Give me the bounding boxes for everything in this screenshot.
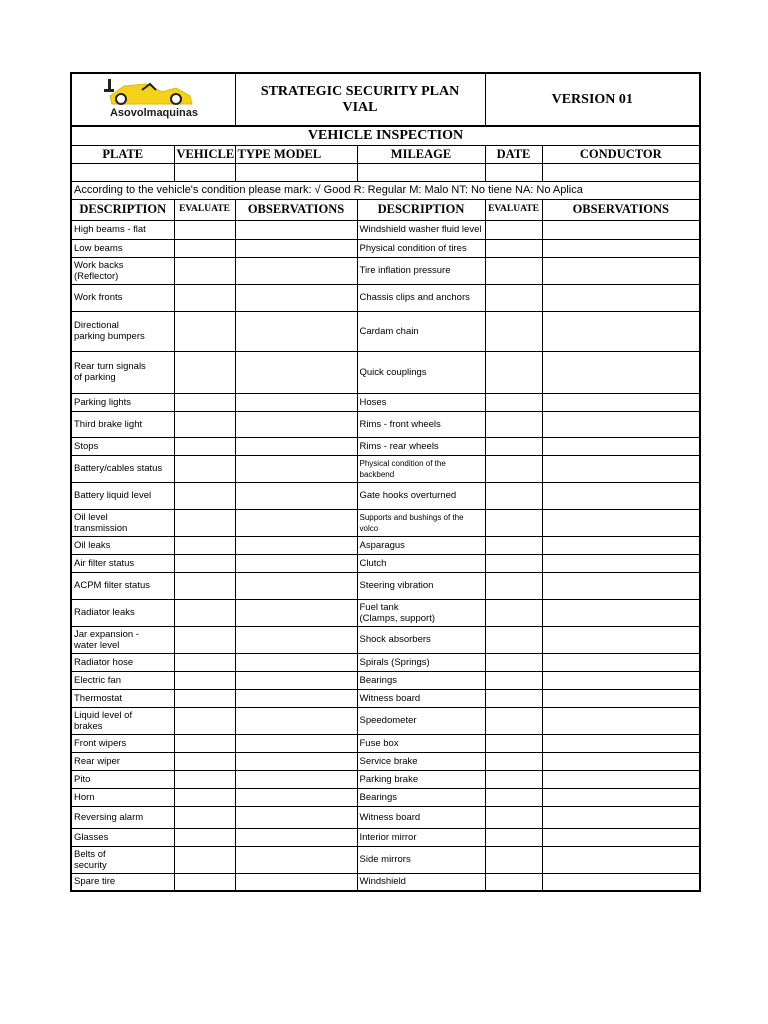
inspection-row [71,599,700,626]
evaluate-cell-left[interactable] [174,284,235,311]
evaluate-cell-left[interactable] [174,482,235,509]
inspection-row [71,509,700,536]
evaluate-cell-right[interactable] [485,509,542,536]
evaluate-header-left: EVALUATE [174,199,235,220]
observations-cell-left[interactable] [235,752,357,770]
item-description-left: Radiator leaks [71,599,174,626]
item-description-left: Oil leaks [71,536,174,554]
observations-cell-right[interactable] [542,846,700,873]
observations-cell-left[interactable] [235,707,357,734]
conductor-label: CONDUCTOR [542,145,700,163]
evaluate-cell-right[interactable] [485,536,542,554]
item-description-left: Spare tire [71,873,174,891]
evaluate-cell-right[interactable] [485,873,542,891]
observations-cell-left[interactable] [235,284,357,311]
observations-cell-left[interactable] [235,437,357,455]
evaluate-cell-right[interactable] [485,828,542,846]
evaluate-cell-left[interactable] [174,554,235,572]
observations-cell-left[interactable] [235,554,357,572]
type-model-label: TYPE MODEL [235,145,357,163]
evaluate-cell-left[interactable] [174,671,235,689]
evaluate-cell-right[interactable] [485,482,542,509]
item-description-left: Oil level transmission [71,509,174,536]
evaluate-cell-left[interactable] [174,411,235,437]
item-description-right: Side mirrors [357,846,485,873]
evaluate-cell-left[interactable] [174,788,235,806]
observations-cell-right[interactable] [542,788,700,806]
item-description-right: Interior mirror [357,828,485,846]
observations-cell-right[interactable] [542,411,700,437]
observations-cell-left[interactable] [235,257,357,284]
inspection-row [71,351,700,393]
evaluate-cell-right[interactable] [485,752,542,770]
item-description-right: Cardam chain [357,311,485,351]
item-description-left: Air filter status [71,554,174,572]
observations-cell-left[interactable] [235,828,357,846]
marking-legend: According to the vehicle's condition please mark: √ Good R: Regular M: Malo NT: No tiene NA: No Aplica [71,181,700,199]
evaluate-cell-right[interactable] [485,653,542,671]
item-description-left: Pito [71,770,174,788]
observations-cell-left[interactable] [235,239,357,257]
observations-cell-right[interactable] [542,284,700,311]
evaluate-cell-left[interactable] [174,509,235,536]
evaluate-cell-right[interactable] [485,437,542,455]
inspection-row [71,689,700,707]
logo-cell [71,73,235,126]
inspection-row [71,734,700,752]
item-description-left: Jar expansion - water level [71,626,174,653]
evaluate-cell-left[interactable] [174,752,235,770]
evaluate-cell-right[interactable] [485,689,542,707]
item-description-left: Thermostat [71,689,174,707]
inspection-row [71,572,700,599]
item-description-right: Windshield washer fluid level [357,220,485,239]
evaluate-cell-right[interactable] [485,311,542,351]
observations-cell-right[interactable] [542,707,700,734]
observations-cell-left[interactable] [235,455,357,482]
evaluate-cell-left[interactable] [174,653,235,671]
observations-cell-left[interactable] [235,509,357,536]
inspection-row [71,707,700,734]
observations-cell-right[interactable] [542,393,700,411]
item-description-right: Rims - rear wheels [357,437,485,455]
observations-cell-right[interactable] [542,437,700,455]
observations-cell-right[interactable] [542,482,700,509]
inspection-row [71,770,700,788]
item-description-left: Low beams [71,239,174,257]
observations-cell-left[interactable] [235,311,357,351]
evaluate-cell-right[interactable] [485,671,542,689]
item-description-right: Windshield [357,873,485,891]
evaluate-cell-left[interactable] [174,734,235,752]
evaluate-cell-right[interactable] [485,411,542,437]
item-description-right: Witness board [357,806,485,828]
mileage-field[interactable] [357,163,485,181]
version-label: VERSION 01 [485,73,700,126]
observations-cell-right[interactable] [542,770,700,788]
observations-cell-right[interactable] [542,806,700,828]
item-description-left: Battery liquid level [71,482,174,509]
observations-cell-left[interactable] [235,788,357,806]
evaluate-cell-right[interactable] [485,806,542,828]
observations-cell-left[interactable] [235,806,357,828]
date-label: DATE [485,145,542,163]
evaluate-cell-left[interactable] [174,455,235,482]
evaluate-cell-left[interactable] [174,257,235,284]
observations-cell-right[interactable] [542,752,700,770]
evaluate-cell-right[interactable] [485,554,542,572]
title-line-1: STRATEGIC SECURITY PLAN [260,83,460,99]
observations-cell-left[interactable] [235,220,357,239]
observations-cell-left[interactable] [235,536,357,554]
item-description-right: Speedometer [357,707,485,734]
inspection-table [70,72,701,892]
observations-cell-right[interactable] [542,828,700,846]
evaluate-cell-left[interactable] [174,873,235,891]
description-header-left: DESCRIPTION [71,199,174,220]
evaluate-cell-right[interactable] [485,734,542,752]
item-description-left: Belts of security [71,846,174,873]
evaluate-cell-left[interactable] [174,846,235,873]
vehicle-field[interactable] [174,163,235,181]
item-description-right: Shock absorbers [357,626,485,653]
item-description-right: Parking brake [357,770,485,788]
title-line-2: VIAL [342,99,378,115]
observations-cell-right[interactable] [542,653,700,671]
item-description-right: Supports and bushings of the volco [357,509,485,536]
inspection-row [71,437,700,455]
evaluate-cell-left[interactable] [174,828,235,846]
inspection-row [71,455,700,482]
inspection-sheet [70,72,699,892]
item-description-left: Battery/cables status [71,455,174,482]
observations-cell-left[interactable] [235,873,357,891]
item-description-right: Tire inflation pressure [357,257,485,284]
item-description-right: Service brake [357,752,485,770]
observations-cell-right[interactable] [542,509,700,536]
observations-cell-left[interactable] [235,671,357,689]
inspection-row [71,828,700,846]
evaluate-cell-left[interactable] [174,536,235,554]
observations-header-left: OBSERVATIONS [235,199,357,220]
conductor-field[interactable] [542,163,700,181]
inspection-row [71,671,700,689]
item-description-left: Liquid level of brakes [71,707,174,734]
observations-cell-left[interactable] [235,351,357,393]
item-description-right: Gate hooks overturned [357,482,485,509]
observations-cell-left[interactable] [235,411,357,437]
inspection-row [71,411,700,437]
inspection-row [71,626,700,653]
observations-cell-left[interactable] [235,846,357,873]
observations-cell-right[interactable] [542,689,700,707]
evaluate-cell-left[interactable] [174,311,235,351]
evaluate-cell-left[interactable] [174,770,235,788]
evaluate-cell-left[interactable] [174,220,235,239]
section-title: VEHICLE INSPECTION [71,126,700,145]
evaluate-cell-right[interactable] [485,626,542,653]
observations-cell-left[interactable] [235,599,357,626]
item-description-left: Work fronts [71,284,174,311]
item-description-left: Electric fan [71,671,174,689]
observations-cell-right[interactable] [542,599,700,626]
item-description-right: Quick couplings [357,351,485,393]
item-description-right: Spirals (Springs) [357,653,485,671]
observations-cell-right[interactable] [542,536,700,554]
item-description-right: Clutch [357,554,485,572]
observations-cell-right[interactable] [542,239,700,257]
item-description-right: Hoses [357,393,485,411]
vehicle-label: VEHICLE [174,145,235,163]
observations-cell-right[interactable] [542,671,700,689]
observations-cell-right[interactable] [542,554,700,572]
evaluate-cell-right[interactable] [485,707,542,734]
evaluate-cell-left[interactable] [174,393,235,411]
item-description-left: Rear wiper [71,752,174,770]
observations-cell-right[interactable] [542,572,700,599]
item-description-left: Horn [71,788,174,806]
plate-label: PLATE [71,145,174,163]
item-description-right: Fuse box [357,734,485,752]
evaluate-cell-left[interactable] [174,599,235,626]
evaluate-cell-left[interactable] [174,626,235,653]
evaluate-header-right: EVALUATE [485,199,542,220]
item-description-left: Radiator hose [71,653,174,671]
inspection-row [71,806,700,828]
evaluate-cell-right[interactable] [485,239,542,257]
date-field[interactable] [485,163,542,181]
evaluate-cell-right[interactable] [485,599,542,626]
observations-cell-left[interactable] [235,770,357,788]
observations-cell-right[interactable] [542,351,700,393]
observations-cell-left[interactable] [235,393,357,411]
item-description-left: Work backs (Reflector) [71,257,174,284]
observations-cell-right[interactable] [542,873,700,891]
inspection-row [71,536,700,554]
evaluate-cell-left[interactable] [174,572,235,599]
observations-cell-left[interactable] [235,689,357,707]
company-logo [72,74,235,122]
evaluate-cell-right[interactable] [485,846,542,873]
form-title [235,73,485,126]
evaluate-cell-right[interactable] [485,455,542,482]
item-description-left: Stops [71,437,174,455]
observations-cell-left[interactable] [235,482,357,509]
item-description-right: Fuel tank (Clamps, support) [357,599,485,626]
inspection-row [71,752,700,770]
item-description-right: Physical condition of tires [357,239,485,257]
inspection-row [71,653,700,671]
evaluate-cell-left[interactable] [174,806,235,828]
item-description-right: Witness board [357,689,485,707]
evaluate-cell-right[interactable] [485,351,542,393]
evaluate-cell-right[interactable] [485,220,542,239]
evaluate-cell-right[interactable] [485,393,542,411]
evaluate-cell-left[interactable] [174,689,235,707]
evaluate-cell-left[interactable] [174,437,235,455]
item-description-left: Rear turn signals of parking [71,351,174,393]
inspection-row [71,257,700,284]
inspection-row [71,239,700,257]
item-description-right: Bearings [357,671,485,689]
observations-header-right: OBSERVATIONS [542,199,700,220]
observations-cell-right[interactable] [542,626,700,653]
inspection-row [71,220,700,239]
inspection-row [71,311,700,351]
observations-cell-right[interactable] [542,455,700,482]
type-model-field[interactable] [235,163,357,181]
item-description-left: Directional parking bumpers [71,311,174,351]
item-description-left: Glasses [71,828,174,846]
evaluate-cell-right[interactable] [485,257,542,284]
inspection-row [71,482,700,509]
evaluate-cell-left[interactable] [174,239,235,257]
observations-cell-right[interactable] [542,311,700,351]
evaluate-cell-right[interactable] [485,770,542,788]
item-description-right: Asparagus [357,536,485,554]
observations-cell-left[interactable] [235,653,357,671]
observations-cell-right[interactable] [542,734,700,752]
evaluate-cell-right[interactable] [485,284,542,311]
item-description-right: Bearings [357,788,485,806]
mileage-label: MILEAGE [357,145,485,163]
inspection-row [71,788,700,806]
item-description-right: Chassis clips and anchors [357,284,485,311]
inspection-row [71,284,700,311]
item-description-right: Physical condition of the backbend [357,455,485,482]
observations-cell-right[interactable] [542,220,700,239]
observations-cell-left[interactable] [235,572,357,599]
evaluate-cell-right[interactable] [485,572,542,599]
observations-cell-right[interactable] [542,257,700,284]
item-description-left: Third brake light [71,411,174,437]
item-description-left: ACPM filter status [71,572,174,599]
description-header-right: DESCRIPTION [357,199,485,220]
item-description-left: Reversing alarm [71,806,174,828]
plate-field[interactable] [71,163,174,181]
evaluate-cell-right[interactable] [485,788,542,806]
inspection-row [71,873,700,891]
item-description-right: Rims - front wheels [357,411,485,437]
observations-cell-left[interactable] [235,734,357,752]
item-description-right: Steering vibration [357,572,485,599]
logo-text: Asovolmaquinas [109,107,199,119]
inspection-row [71,393,700,411]
observations-cell-left[interactable] [235,626,357,653]
item-description-left: Front wipers [71,734,174,752]
item-description-left: High beams - flat [71,220,174,239]
evaluate-cell-left[interactable] [174,707,235,734]
item-description-left: Parking lights [71,393,174,411]
inspection-row [71,554,700,572]
evaluate-cell-left[interactable] [174,351,235,393]
inspection-row [71,846,700,873]
